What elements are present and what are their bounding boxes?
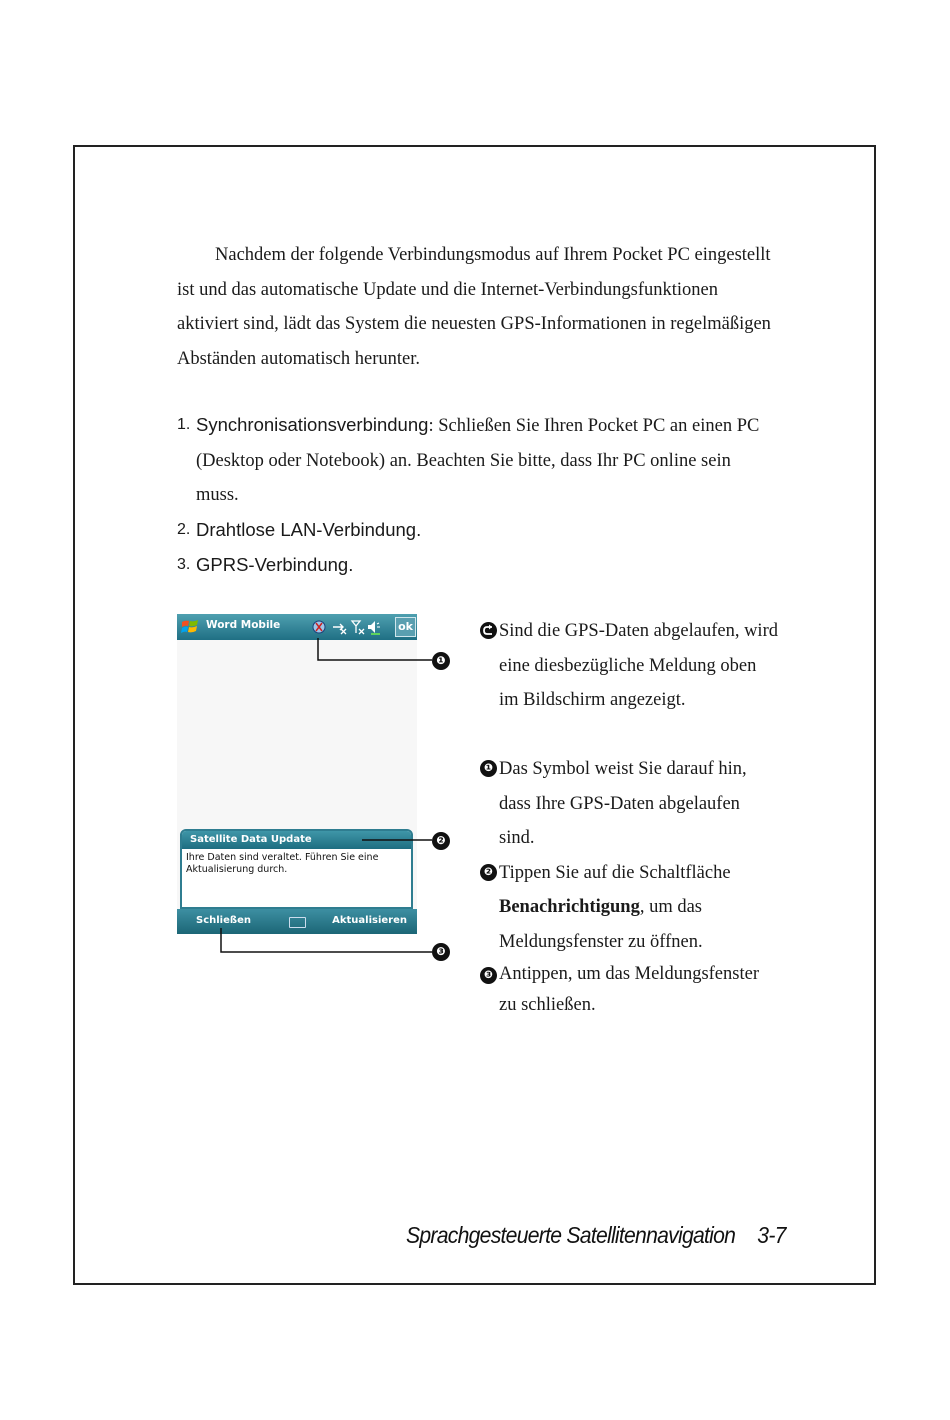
intro-text: Nachdem der folgende Verbindungsmodus auf Ihrem Pocket PC eingestellt ist und das automatische Update und die Internet-Verbindungsfunktionen aktiviert sind, lädt das System die neuesten GPS-Informationen in regelmäßigen Abständen automatisch herunter.: [177, 245, 771, 369]
dialog-title: Satellite Data Update: [182, 831, 411, 849]
list-term: GPRS-Verbindung.: [196, 554, 354, 575]
dialog-message: Ihre Daten sind veraltet. Führen Sie eine Aktualisierung durch.: [186, 852, 379, 875]
callout-1-marker: ❶: [432, 652, 450, 670]
app-title: Word Mobile: [206, 619, 281, 631]
list-term: Synchronisationsverbindung: [196, 414, 429, 435]
return-arrow-icon: [480, 622, 497, 639]
page-footer: [406, 1222, 786, 1249]
marker-3: ❸: [480, 967, 497, 984]
description-column: [480, 614, 780, 1021]
page-number: 3-7: [757, 1222, 786, 1248]
marker-2: ❷: [480, 864, 497, 881]
callout-line-1: [318, 638, 432, 660]
description-intro-text: Sind die GPS-Daten abgelaufen, wird eine diesbezügliche Meldung oben im Bildschirm angezeigt.: [499, 621, 778, 710]
list-number: 2.: [177, 520, 191, 538]
description-1-text: Das Symbol weist Sie darauf hin, dass Ihre GPS-Daten abgelaufen sind.: [499, 759, 747, 848]
description-2: [480, 856, 780, 960]
ok-button[interactable]: ok: [395, 617, 416, 637]
description-2-pre: Tippen Sie auf die Schaltfläche: [499, 862, 731, 883]
list-number: 3.: [177, 556, 191, 573]
description-3: [480, 959, 780, 1021]
close-softkey[interactable]: Schließen: [196, 915, 251, 926]
description-2-bold: Benachrichtigung: [499, 897, 640, 917]
callout-3-marker: ❸: [432, 943, 450, 961]
footer-title: Sprachgesteuerte Satellitennavigation: [406, 1222, 736, 1248]
list-term: Drahtlose LAN-Verbindung.: [196, 518, 422, 540]
description-1: [480, 752, 780, 856]
description-3-text: Antippen, um das Meldungsfenster zu schließen.: [499, 964, 759, 1015]
callout-2-marker: ❷: [432, 832, 450, 850]
description-intro: [480, 614, 780, 718]
update-softkey[interactable]: Aktualisieren: [332, 915, 407, 926]
list-text: : Schließen Sie Ihren Pocket PC an einen PC (Desktop oder Notebook) an. Beachten Sie bitte, dass Ihr PC online sein muss.: [196, 416, 760, 505]
description-2-post: , um das Meldungsfenster zu öffnen.: [499, 897, 703, 952]
marker-1: ❶: [480, 760, 497, 777]
callout-line-3: [221, 928, 432, 952]
list-number: 1.: [177, 416, 191, 433]
